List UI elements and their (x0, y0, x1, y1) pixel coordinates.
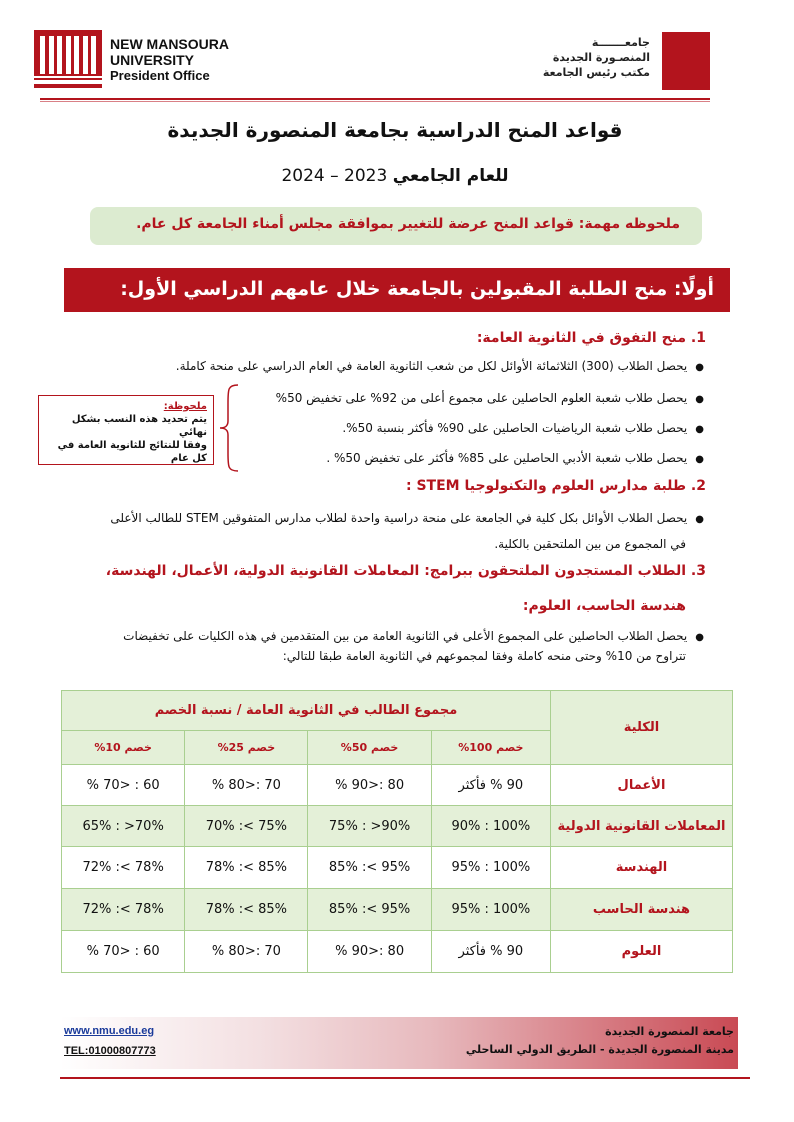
academic-year-value: 2023 – 2024 (281, 166, 388, 186)
range-cell: 78% >: 72% (62, 847, 185, 889)
table-row (62, 931, 733, 973)
header-divider-thin (40, 101, 710, 102)
list-item: ●يحصل طلاب شعبة العلوم الحاصلين على مجموع أعلى من 92% على تخفيض 50% (275, 391, 704, 405)
bullet-icon: ● (695, 514, 704, 525)
range-cell: 60 : <70 % (62, 931, 185, 973)
scholarship-table (61, 690, 733, 973)
bullet-icon: ● (695, 394, 704, 405)
table-row (62, 847, 733, 889)
brand-ar-line-3: مكتب رئيس الجامعة (542, 66, 650, 79)
bullet-icon: ● (695, 454, 704, 465)
range-cell: 70%< : 65% (62, 806, 185, 847)
side-note (38, 395, 214, 465)
brand-ar-line-2: المنصـورة الجديدة (552, 51, 650, 64)
heading-excellence-scholarships: 1. منح التفوق في الثانوية العامة: (476, 330, 706, 346)
table-row (62, 889, 733, 931)
bullet-icon: ● (695, 632, 704, 643)
bullet-icon: ● (695, 362, 704, 373)
range-cell: 100% : 95% (431, 889, 550, 931)
brand-line-1: NEW MANSOURA (110, 36, 229, 52)
website-link[interactable]: www.nmu.edu.eg (64, 1025, 155, 1037)
phone-number: TEL:01000807773 (64, 1045, 156, 1057)
list-item: ●يحصل طلاب شعبة الرياضيات الحاصلين على 90% فأكثر بنسبة 50%. (342, 421, 704, 435)
academic-year-label: للعام الجامعي (392, 166, 509, 186)
heading-new-students-programs-continued: هندسة الحاسب، العلوم: (522, 598, 686, 614)
brand-arabic (543, 35, 650, 80)
brace-icon (218, 383, 240, 473)
header-accent-block (662, 32, 710, 90)
table-header-faculty: الكلية (551, 691, 733, 765)
range-cell: 75% >: 70% (185, 806, 308, 847)
footer-address-line-2: مدينة المنصورة الجديدة - الطريق الدولي الساحلي (465, 1043, 734, 1056)
table-row (62, 765, 733, 806)
range-cell: 85% >: 78% (185, 889, 308, 931)
footer-address (466, 1023, 734, 1059)
faculty-cell: العلوم (551, 931, 733, 973)
brand-line-3: President Office (110, 68, 210, 83)
range-cell: 100% : 95% (431, 847, 550, 889)
range-cell: 70 :<80 % (185, 765, 308, 806)
brand-line-2: UNIVERSITY (110, 52, 195, 68)
range-cell: 90%< : 75% (308, 806, 431, 847)
list-item: ●يحصل الطلاب الحاصلين على المجموع الأعلى في الثانوية العامة من بين المتقدمين في هذه الكليات على تخفيضات (123, 629, 704, 643)
range-cell: 60 : <70 % (62, 765, 185, 806)
faculty-cell: الأعمال (551, 765, 733, 806)
page-title: قواعد المنح الدراسية بجامعة المنصورة الجديدة (167, 118, 623, 142)
brand-ar-line-1: جامعـــــــة (591, 36, 650, 49)
bullet-icon: ● (695, 424, 704, 435)
heading-new-students-programs: 3. الطلاب المستجدون الملتحقون ببرامج: المعاملات القانونية الدولية، الأعمال، الهندسة، (105, 563, 706, 579)
important-note: ملحوظه مهمة: قواعد المنح عرضة للتغيير بموافقة مجلس أمناء الجامعة كل عام. (90, 207, 702, 245)
side-note-line-2: وفقا للنتائج للثانوية العامة في كل عام (57, 440, 207, 464)
list-item-continued: في المجموع من بين الملتحقين بالكلية. (494, 537, 686, 551)
side-note-line-1: يتم تحديد هذه النسب بشكل نهائي (71, 414, 207, 438)
faculty-cell: الهندسة (551, 847, 733, 889)
faculty-cell: المعاملات القانونية الدولية (551, 806, 733, 847)
range-cell: 90 % فأكثر (431, 931, 550, 973)
footer-address-line-1: جامعة المنصورة الجديدة (605, 1025, 734, 1038)
table-row (62, 806, 733, 847)
footer-divider (60, 1077, 750, 1079)
table-header-discount: خصم 100% (431, 731, 550, 765)
section-heading-first-year: أولًا: منح الطلبة المقبولين بالجامعة خلال عامهم الدراسي الأول: (64, 268, 730, 312)
side-note-label: ملحوظة: (163, 401, 207, 412)
list-item-continued: تتراوح من 10% وحتى منحه كاملة وفقا لمجموعهم في الثانوية العامة طبقا للتالي: (282, 649, 686, 663)
range-cell: 100% : 90% (431, 806, 550, 847)
table-header-discount: خصم 50% (308, 731, 431, 765)
table-header-discount: خصم 25% (185, 731, 308, 765)
header-divider (40, 98, 710, 100)
range-cell: 95% >: 85% (308, 847, 431, 889)
range-cell: 80 :<90 % (308, 931, 431, 973)
list-item: ●يحصل الطلاب (300) الثلاثمائة الأوائل لكل من شعب الثانوية العامة في العام الدراسي على منحة كاملة. (175, 359, 704, 373)
range-cell: 78% >: 72% (62, 889, 185, 931)
heading-stem-scholarships: 2. طلبة مدارس العلوم والتكنولوجيا STEM : (405, 478, 706, 494)
brand-english (110, 36, 229, 84)
university-logo (34, 30, 102, 88)
list-item: ●يحصل الطلاب الأوائل بكل كلية في الجامعة على منحة دراسية واحدة لطلاب مدارس المتفوقين STEM للطالب الأعلى (110, 511, 704, 525)
table-header-group: مجموع الطالب في الثانوية العامة / نسبة الخصم (62, 691, 551, 731)
table-header-discount: خصم 10% (62, 731, 185, 765)
list-item: ●يحصل طلاب شعبة الأدبي الحاصلين على 85% فأكثر على تخفيض 50% . (326, 451, 704, 465)
range-cell: 70 :<80 % (185, 931, 308, 973)
range-cell: 90 % فأكثر (431, 765, 550, 806)
academic-year (40, 166, 750, 186)
range-cell: 85% >: 78% (185, 847, 308, 889)
faculty-cell: هندسة الحاسب (551, 889, 733, 931)
range-cell: 80 :<90 % (308, 765, 431, 806)
page-footer (60, 1017, 738, 1069)
range-cell: 95% >: 85% (308, 889, 431, 931)
